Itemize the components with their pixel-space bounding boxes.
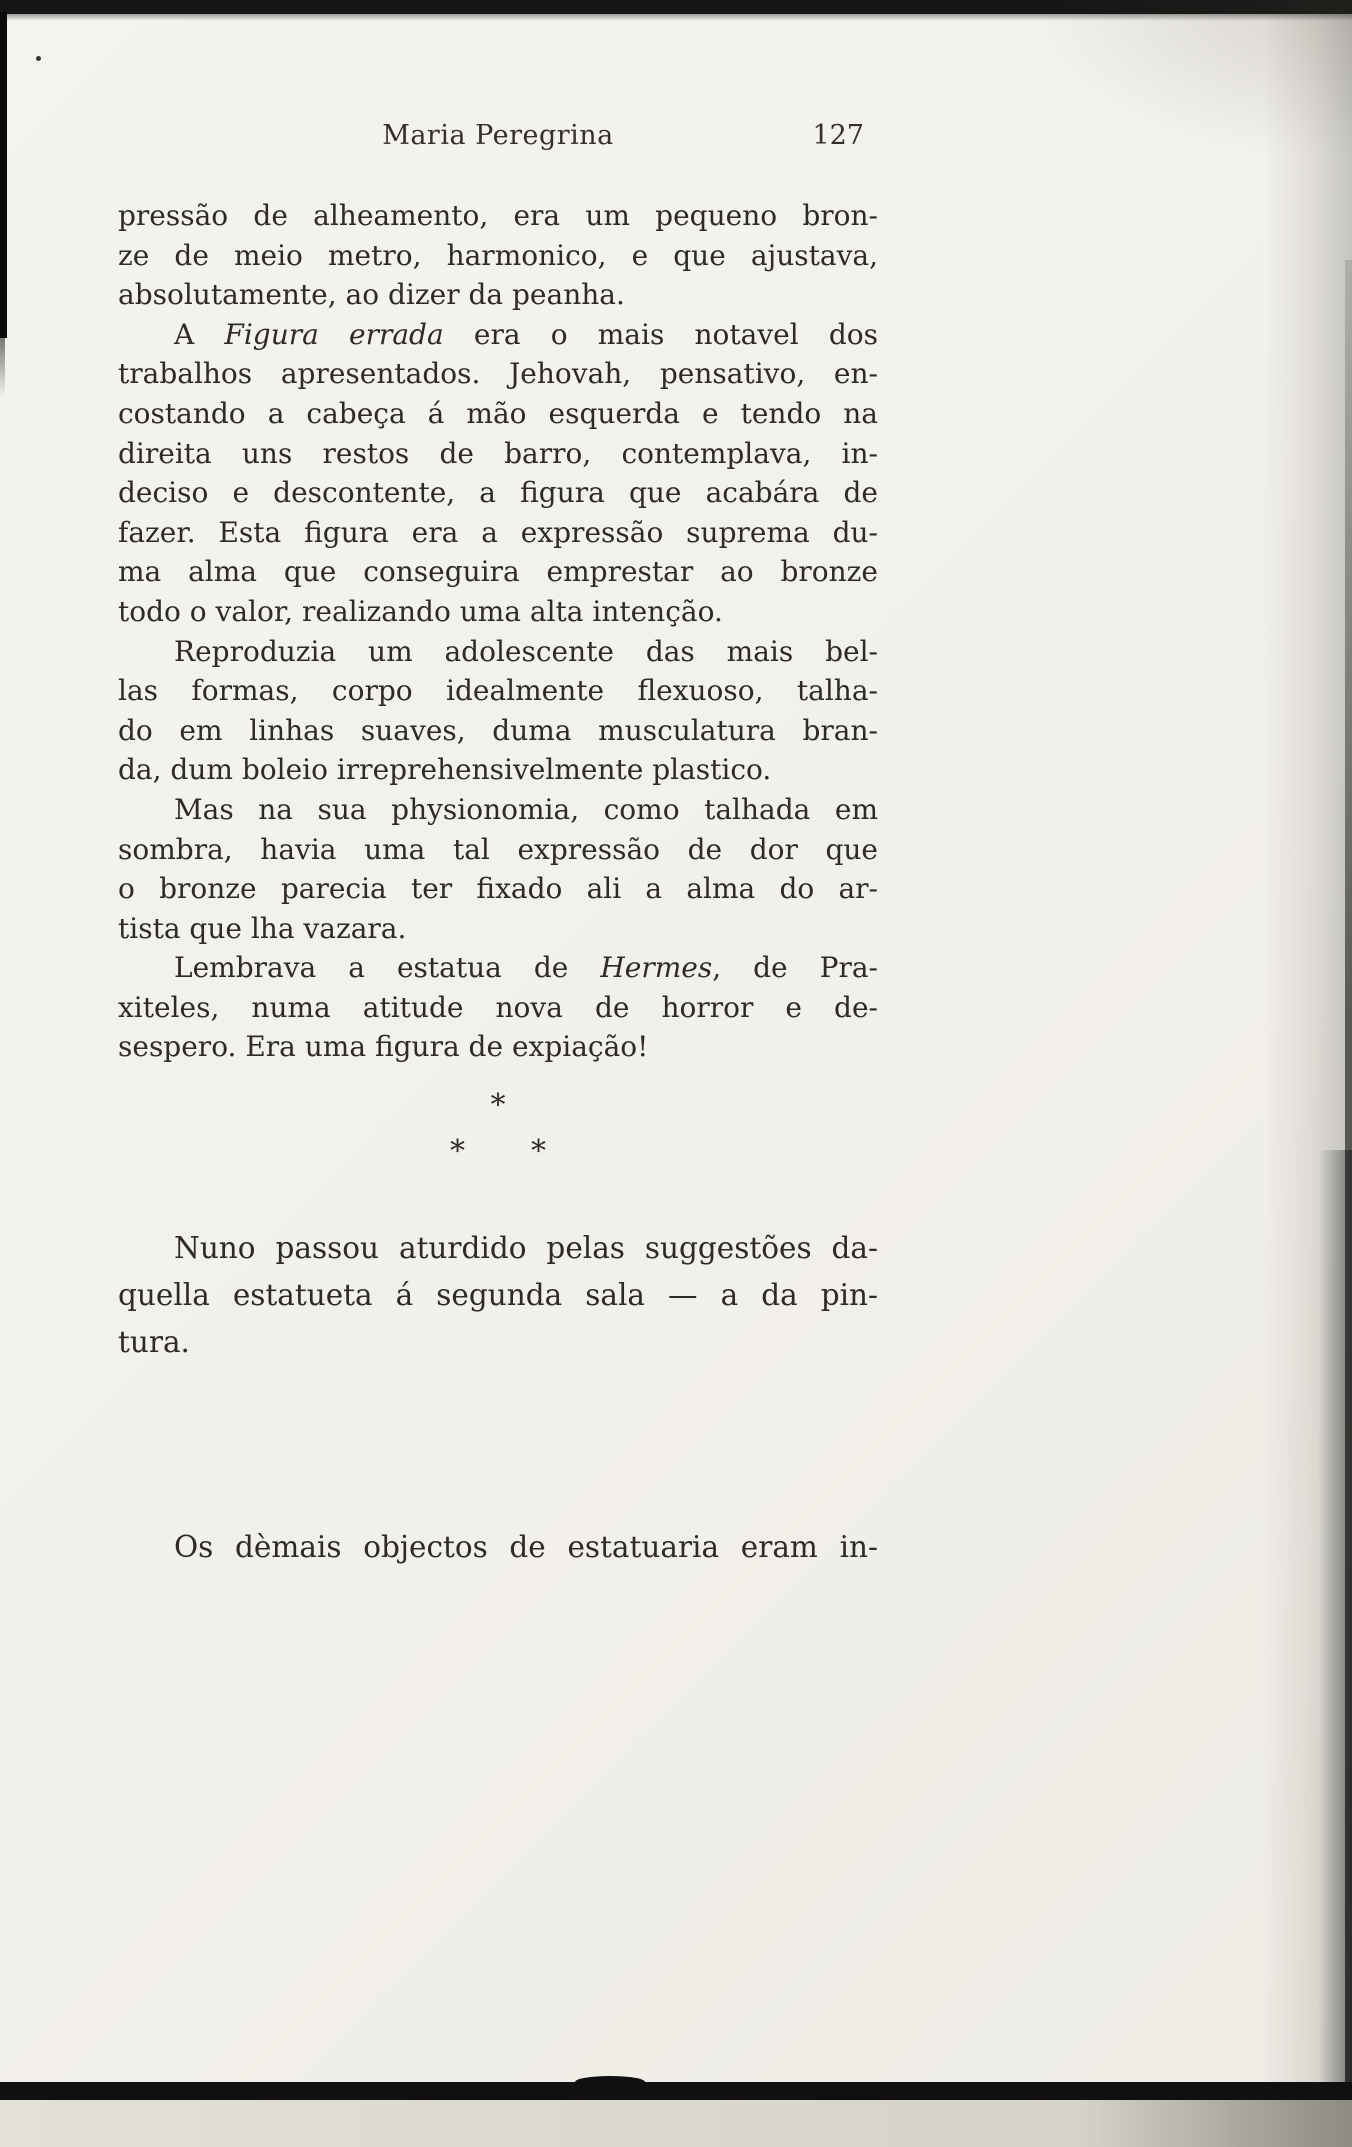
scan-artifact-right-edge [1345, 260, 1352, 2147]
main-paragraphs [118, 196, 878, 1067]
text-line [118, 909, 878, 949]
text-segment: direita uns restos de barro, contemplava, in- [118, 436, 878, 470]
text-line [118, 236, 878, 276]
text-line [118, 790, 878, 830]
italic-text-segment: Hermes [600, 951, 713, 985]
text-line [118, 196, 878, 236]
text-segment: da, dum boleio irreprehensivelmente plastico. [118, 753, 772, 787]
scan-artifact-left-strip [0, 12, 7, 338]
paragraph [118, 196, 878, 315]
text-segment: las formas, corpo idealmente flexuoso, talha- [118, 674, 878, 708]
text-line [118, 750, 878, 790]
text-line [118, 354, 878, 394]
text-segment: Lembrava a estatua de [174, 951, 601, 985]
text-segment: todo o valor, realizando uma alta intenção. [118, 594, 723, 628]
text-line [118, 711, 878, 751]
text-line [118, 1225, 878, 1272]
text-segment: Os dèmais objectos de estatuaria eram in- [174, 1530, 878, 1565]
paragraph [118, 948, 878, 1067]
text-line [118, 988, 878, 1028]
text-segment: fazer. Esta figura era a expressão suprema du- [118, 515, 878, 549]
text-line [118, 869, 878, 909]
text-segment: absolutamente, ao dizer da peanha. [118, 278, 625, 312]
italic-text-segment: Figura errada [224, 317, 444, 351]
text-segment: , de Pra- [712, 951, 878, 985]
after-separator-paragraphs [118, 1225, 878, 1571]
text-line [118, 1524, 878, 1571]
text-segment: o bronze parecia ter fixado ali a alma do ar- [118, 872, 878, 906]
text-line [118, 394, 878, 434]
running-header [118, 120, 878, 160]
text-segment: A [174, 317, 225, 351]
text-segment: era o mais notavel dos [443, 317, 879, 351]
text-line [118, 473, 878, 513]
text-segment: pressão de alheamento, era um pequeno bron- [118, 199, 878, 232]
text-segment: ze de meio metro, harmonico, e que ajustava, [118, 238, 878, 272]
paragraph [118, 1225, 878, 1366]
text-line [118, 1272, 878, 1319]
paragraph [118, 1524, 878, 1571]
text-line [118, 671, 878, 711]
text-segment: costando a cabeça á mão esquerda e tendo na [118, 396, 878, 430]
asterisk-separator [446, 1083, 550, 1175]
text-line [118, 1027, 878, 1067]
text-segment: tista que lha vazara. [118, 911, 407, 945]
text-segment: quella estatueta á segunda sala — a da pin- [118, 1278, 878, 1313]
text-segment: Nuno passou aturdido pelas suggestões da- [174, 1231, 878, 1266]
text-line [118, 434, 878, 474]
paragraph [118, 632, 878, 790]
text-line [118, 552, 878, 592]
text-segment: sombra, havia uma tal expressão de dor que [118, 832, 878, 866]
text-line [118, 1319, 878, 1366]
text-line [118, 948, 878, 988]
text-line [118, 592, 878, 632]
text-segment: Reproduzia um adolescente das mais bel- [174, 634, 878, 668]
scan-artifact-below-bottom [0, 2100, 1352, 2147]
text-segment: xiteles, numa atitude nova de horror e de- [118, 990, 878, 1024]
text-line [118, 830, 878, 870]
text-segment: deciso e descontente, a figura que acabára de [118, 476, 878, 510]
scan-artifact-bottom-bar [0, 2082, 1352, 2100]
text-segment: trabalhos apresentados. Jehovah, pensativo, en- [118, 357, 878, 391]
running-header-title: Maria Peregrina [382, 120, 614, 151]
scan-artifact-left-strip-fade [0, 338, 5, 398]
text-line [118, 632, 878, 672]
asterisk-row [446, 1129, 550, 1175]
text-segment: sespero. Era uma figura de expiação! [118, 1030, 649, 1064]
text-column [118, 196, 878, 1571]
asterisk-right: * [531, 1134, 546, 1170]
asterisk-top: * [490, 1088, 506, 1124]
text-segment: do em linhas suaves, duma musculatura bran- [118, 713, 878, 747]
text-line [118, 315, 878, 355]
page-number: 127 [812, 120, 864, 151]
text-line [118, 275, 878, 315]
text-line [118, 513, 878, 553]
text-segment: tura. [118, 1325, 190, 1360]
asterisk-left: * [450, 1134, 465, 1170]
paragraph [118, 315, 878, 632]
text-segment: ma alma que conseguira emprestar ao bronze [118, 555, 878, 589]
paragraph [118, 790, 878, 948]
scan-artifact-dot [36, 56, 41, 61]
text-segment: Mas na sua physionomia, como talhada em [174, 792, 878, 826]
